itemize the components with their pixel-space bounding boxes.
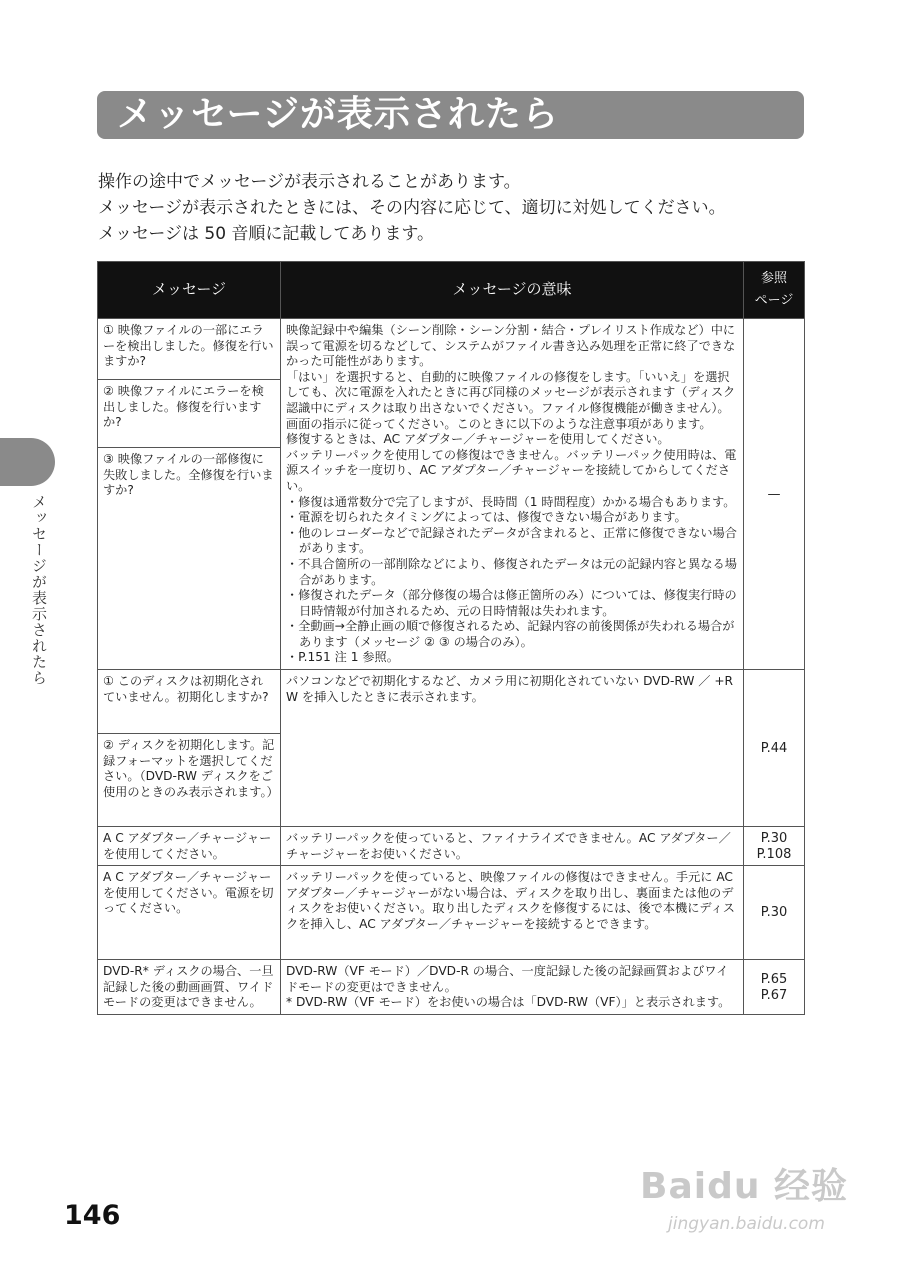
ref-page: P.30 [760, 831, 788, 847]
meaning-bullet: ・修復されたデータ（部分修復の場合は修正箇所のみ）については、修復実行時の日時情報が付加されるため、元の日時情報は失われます。 [286, 588, 737, 618]
message-cell: ② 映像ファイルにエラーを検出しました。修復を行いますか? [98, 380, 281, 448]
message-table [97, 261, 805, 1015]
message-cell: ① 映像ファイルの一部にエラーを検出しました。修復を行いますか? [98, 319, 281, 380]
meaning-cell [281, 960, 744, 1015]
meaning-bullet: ・P.151 注 1 参照。 [286, 650, 399, 665]
message-cell: ③ 映像ファイルの一部修復に失敗しました。全修復を行いますか? [98, 448, 281, 670]
header-meaning: メッセージの意味 [281, 262, 744, 319]
table-row [98, 960, 805, 1015]
message-cell: A C アダプター／チャージャーを使用してください。 [98, 827, 281, 866]
ref-page: P.108 [756, 846, 792, 862]
meaning-bullet: ・電源を切られたタイミングによっては、修復できない場合があります。 [286, 510, 687, 525]
meaning-paragraph: 修復するときは、AC アダプター／チャージャーを使用してください。 [286, 432, 670, 447]
meaning-cell: パソコンなどで初期化するなど、カメラ用に初期化されていない DVD-RW ／ +RW を挿入したときに表示されます。 [281, 670, 744, 827]
ref-cell: P.44 [744, 670, 805, 827]
ref-page: P.65 [760, 972, 788, 988]
page-number: 146 [64, 1200, 121, 1231]
table-row [98, 866, 805, 960]
ref-cell [744, 827, 805, 866]
table-header-row [98, 262, 805, 319]
meaning-bullet: ・他のレコーダーなどで記録されたデータが含まれると、正常に修復できない場合があります。 [286, 525, 737, 556]
header-ref-line: ページ [754, 293, 794, 308]
ref-cell [744, 960, 805, 1015]
watermark-logo: Baidu 经验 [640, 1166, 849, 1207]
table-row [98, 827, 805, 866]
intro-line: メッセージは 50 音順に記載してあります。 [98, 224, 435, 244]
meaning-paragraph: DVD-RW（VF モード）／DVD-R の場合、一度記録した後の記録画質およびワイドモードの変更はできません。 [286, 964, 729, 994]
table-row [98, 670, 805, 734]
message-cell: A C アダプター／チャージャーを使用してください。電源を切ってください。 [98, 866, 281, 960]
message-cell: DVD-R* ディスクの場合、一旦記録した後の動画画質、ワイドモードの変更はできません。 [98, 960, 281, 1015]
meaning-paragraph: 画面の指示に従ってください。このときに以下のような注意事項があります。 [286, 416, 712, 431]
ref-page: P.67 [760, 987, 788, 1003]
table-row [98, 319, 805, 380]
header-message: メッセージ [98, 262, 281, 319]
page-title: メッセージが表示されたら [117, 94, 559, 135]
meaning-cell [281, 319, 744, 670]
intro-line: 操作の途中でメッセージが表示されることがあります。 [98, 172, 521, 192]
meaning-note: * DVD-RW（VF モード）をお使いの場合は「DVD-RW（VF）」と表示されます。 [286, 995, 731, 1010]
message-cell: ② ディスクを初期化します。記録フォーマットを選択してください。（DVD-RW ディスクをご使用のときのみ表示されます。） [98, 734, 281, 827]
meaning-cell: バッテリーパックを使っていると、映像ファイルの修復はできません。手元に AC アダプター／チャージャーがない場合は、ディスクを取り出し、裏面または他のディスクをお使いください。取り出したディスクを修復するには、後で本機にディスクを挿入し、AC アダプター／チャージャーを接続するとできます。 [281, 866, 744, 960]
header-ref-page [744, 262, 805, 319]
title-bar [97, 91, 804, 139]
meaning-paragraph: バッテリーパックを使用しての修復はできません。バッテリーパック使用時は、電源スイッチを一度切り、AC アダプター／チャージャーを接続してからしてください。 [286, 447, 737, 493]
side-tab-marker [0, 438, 55, 486]
side-tab-label: メッセージが表示されたら [30, 494, 48, 686]
intro-line: メッセージが表示されたときには、その内容に応じて、適切に対処してください。 [98, 198, 726, 218]
header-ref-line: 参照 [760, 271, 787, 286]
meaning-bullet: ・修復は通常数分で完了しますが、長時間（1 時間程度）かかる場合もあります。 [286, 494, 736, 509]
message-cell: ① このディスクは初期化されていません。初期化しますか? [98, 670, 281, 734]
meaning-paragraph: 映像記録中や編集（シーン削除・シーン分割・結合・プレイリスト作成など）中に誤って電源を切るなどして、システムがファイル書き込み処理を正常に終了できなかった可能性があります。 [286, 323, 736, 369]
meaning-paragraph: 「はい」を選択すると、自動的に映像ファイルの修復をします。「いいえ」を選択しても、次に電源を入れたときに再び同様のメッセージが表示されます（ディスク認識中にディスクは取り出さないでください。ファイル修復機能が働きません）。 [286, 369, 736, 415]
intro-text [98, 169, 726, 247]
meaning-bullet: ・全動画→全静止画の順で修復されるため、記録内容の前後関係が失われる場合があります（メッセージ ② ③ の場合のみ）。 [286, 619, 735, 649]
meaning-cell: バッテリーパックを使っていると、ファイナライズできません。AC アダプター／チャージャーをお使いください。 [281, 827, 744, 866]
meaning-bullet: ・不具合箇所の一部削除などにより、修復されたデータは元の記録内容と異なる場合があります。 [286, 556, 737, 587]
watermark-url: jingyan.baidu.com [668, 1214, 825, 1234]
ref-cell: — [744, 319, 805, 670]
ref-cell: P.30 [744, 866, 805, 960]
